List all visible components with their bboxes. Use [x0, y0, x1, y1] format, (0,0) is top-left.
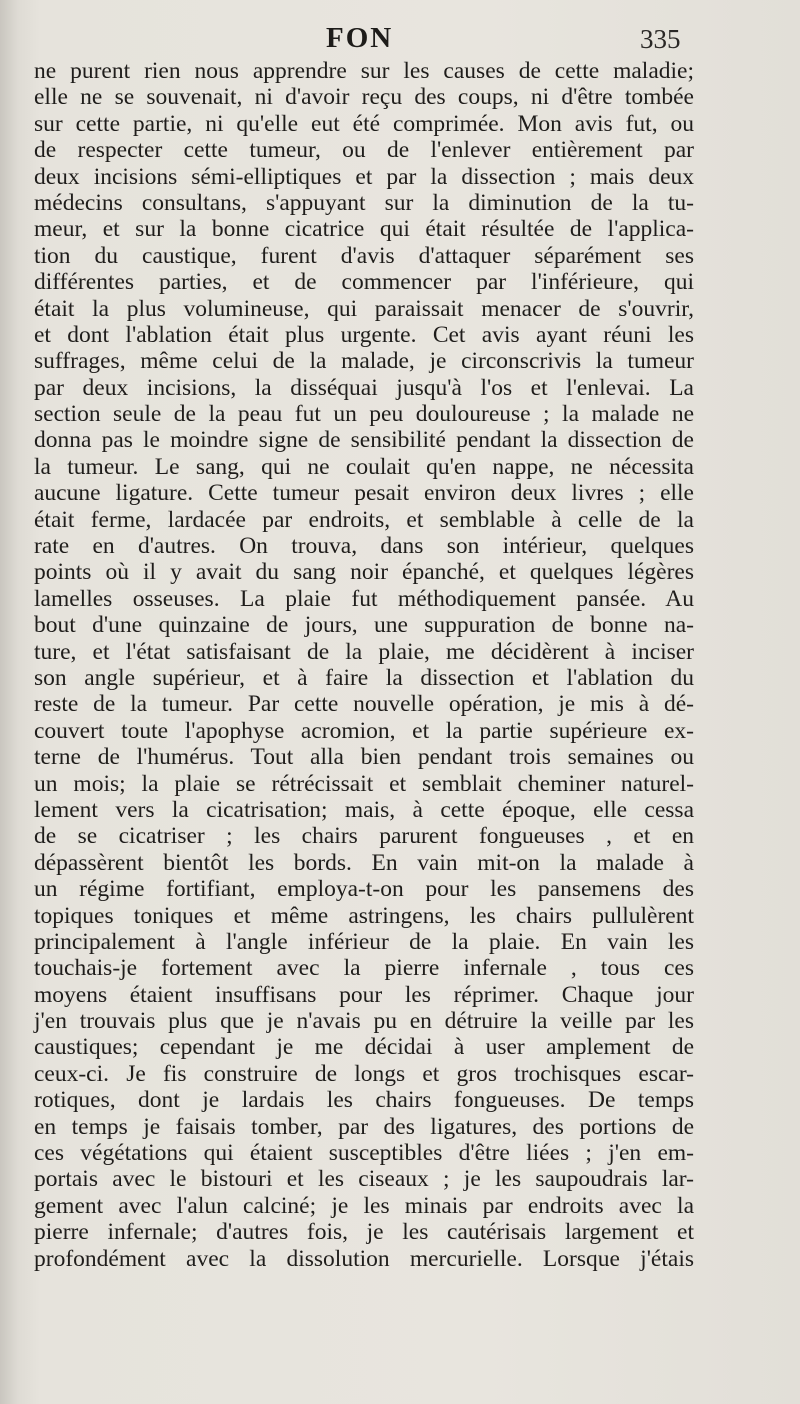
text-line: section seule de la peau fut un peu douloureuse ; la malade ne	[34, 401, 694, 428]
text-line: ceux-ci. Je fis construire de longs et gros trochisques escar-	[34, 1060, 694, 1087]
text-line: de se cicatriser ; les chairs parurent fongueuses , et en	[34, 823, 694, 850]
text-line: par deux incisions, la disséquai jusqu'à l'os et l'enlevai. La	[34, 374, 694, 401]
text-line: sur cette partie, ni qu'elle eut été comprimée. Mon avis fut, ou	[34, 110, 694, 137]
text-line: lamelles osseuses. La plaie fut méthodiquement pansée. Au	[34, 585, 694, 612]
text-line: donna pas le moindre signe de sensibilité pendant la dissection de	[34, 427, 694, 454]
text-line: médecins consultans, s'appuyant sur la diminution de la tu-	[34, 189, 694, 216]
text-line: pierre infernale; d'autres fois, je les cautérisais largement et	[34, 1219, 694, 1246]
text-line: rate en d'autres. On trouva, dans son intérieur, quelques	[34, 533, 694, 560]
text-line: elle ne se souvenait, ni d'avoir reçu des coups, ni d'être tombée	[34, 84, 694, 111]
text-line: et dont l'ablation était plus urgente. Cet avis ayant réuni les	[34, 321, 694, 348]
text-line: reste de la tumeur. Par cette nouvelle opération, je mis à dé-	[34, 691, 694, 718]
text-line: lement vers la cicatrisation; mais, à cette époque, elle cessa	[34, 796, 694, 823]
text-line: points où il y avait du sang noir épanché, et quelques légères	[34, 559, 694, 586]
text-line: meur, et sur la bonne cicatrice qui était résultée de l'applica-	[34, 216, 694, 243]
text-line: bout d'une quinzaine de jours, une suppuration de bonne na-	[34, 612, 694, 639]
body-text	[34, 58, 694, 1272]
text-line: suffrages, même celui de la malade, je circonscrivis la tumeur	[34, 348, 694, 375]
page-number: 335	[640, 24, 681, 54]
text-line: aucune ligature. Cette tumeur pesait environ deux livres ; elle	[34, 480, 694, 507]
text-line: tion du caustique, furent d'avis d'attaquer séparément ses	[34, 242, 694, 269]
text-line: profondément avec la dissolution mercurielle. Lorsque j'étais	[34, 1245, 694, 1272]
text-line: gement avec l'alun calciné; je les minais par endroits avec la	[34, 1192, 694, 1219]
text-line: couvert toute l'apophyse acromion, et la partie supérieure ex-	[34, 717, 694, 744]
text-line: rotiques, dont je lardais les chairs fongueuses. De temps	[34, 1087, 694, 1114]
text-line: différentes parties, et de commencer par l'inférieure, qui	[34, 269, 694, 296]
text-line: était la plus volumineuse, qui paraissait menacer de s'ouvrir,	[34, 295, 694, 322]
text-line: était ferme, lardacée par endroits, et semblable à celle de la	[34, 506, 694, 533]
text-line: dépassèrent bientôt les bords. En vain mit-on la malade à	[34, 849, 694, 876]
text-line: moyens étaient insuffisans pour les réprimer. Chaque jour	[34, 981, 694, 1008]
text-line: touchais-je fortement avec la pierre infernale , tous ces	[34, 955, 694, 982]
text-line: un régime fortifiant, employa-t-on pour les pansemens des	[34, 876, 694, 903]
text-line: deux incisions sémi-elliptiques et par la dissection ; mais deux	[34, 163, 694, 190]
text-line: ne purent rien nous apprendre sur les causes de cette maladie;	[34, 58, 694, 84]
text-line: caustiques; cependant je me décidai à user amplement de	[34, 1034, 694, 1061]
text-line: j'en trouvais plus que je n'avais pu en détruire la veille par les	[34, 1008, 694, 1035]
page-header	[0, 22, 800, 62]
text-line: terne de l'humérus. Tout alla bien pendant trois semaines ou	[34, 744, 694, 771]
text-line: topiques toniques et même astringens, les chairs pullulèrent	[34, 902, 694, 929]
text-line: ces végétations qui étaient susceptibles d'être liées ; j'en em-	[34, 1140, 694, 1167]
text-line: ture, et l'état satisfaisant de la plaie, me décidèrent à inciser	[34, 638, 694, 665]
text-line: de respecter cette tumeur, ou de l'enlever entièrement par	[34, 137, 694, 164]
text-line: principalement à l'angle inférieur de la plaie. En vain les	[34, 928, 694, 955]
text-line: la tumeur. Le sang, qui ne coulait qu'en nappe, ne nécessita	[34, 453, 694, 480]
text-line: un mois; la plaie se rétrécissait et semblait cheminer naturel-	[34, 770, 694, 797]
text-line: en temps je faisais tomber, par des ligatures, des portions de	[34, 1113, 694, 1140]
text-line: son angle supérieur, et à faire la dissection et l'ablation du	[34, 664, 694, 691]
text-line: portais avec le bistouri et les ciseaux ; je les saupoudrais lar-	[34, 1166, 694, 1193]
running-head: FON	[326, 22, 394, 54]
